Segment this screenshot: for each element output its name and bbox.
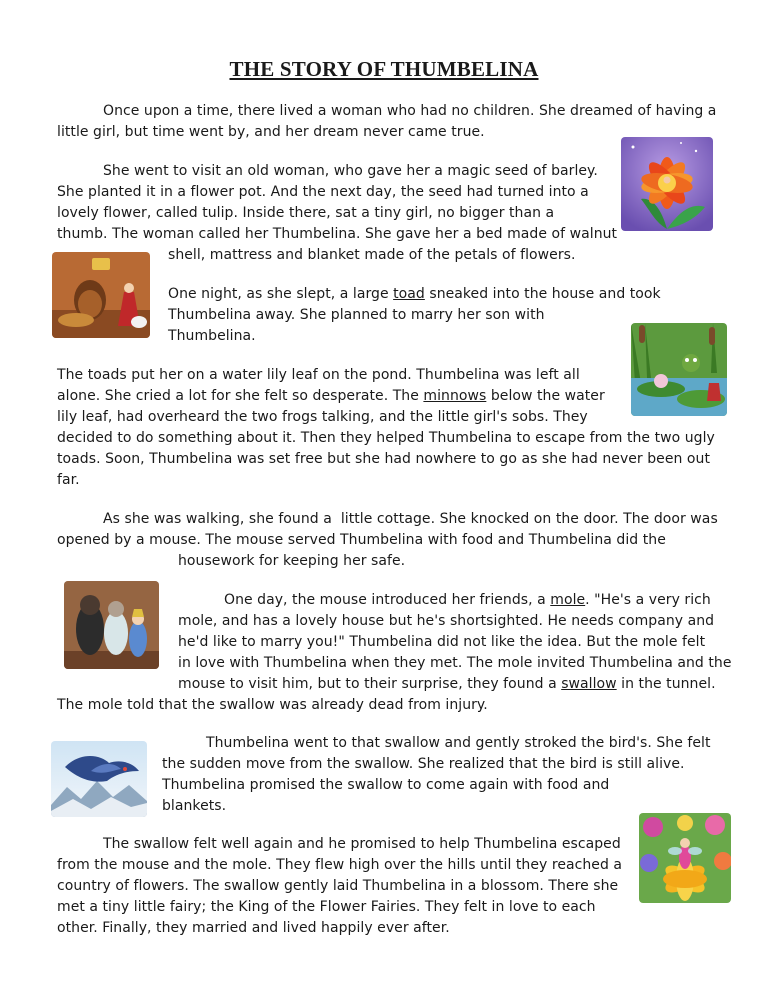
text-line: Thumbelina away. She planned to marry her son with — [168, 307, 545, 323]
text-line — [224, 590, 711, 610]
text-line: mole, and has a lovely house but he's shortsighted. He needs company and — [178, 613, 715, 629]
vocab-word-swallow: swallow — [561, 676, 617, 692]
mole-mouse-illustration — [64, 581, 159, 669]
text-line: lovely flower, called tulip. Inside there, sat a tiny girl, no bigger than a — [57, 205, 555, 221]
text-line: Thumbelina promised the swallow to come again with food and — [162, 777, 610, 793]
vocab-word-minnows: minnows — [423, 388, 487, 404]
text-line: little girl, but time went by, and her dream never came true. — [57, 124, 485, 140]
text-line: Once upon a time, there lived a woman who had no children. She dreamed of having a — [103, 103, 717, 119]
vocab-word-mole: mole — [550, 592, 586, 608]
text-line: he'd like to marry you!" Thumbelina did not like the idea. But the mole felt — [178, 634, 706, 650]
text-line: blankets. — [162, 798, 227, 814]
text-segment: below the water — [486, 388, 605, 404]
text-segment: One night, as she slept, a large — [168, 286, 394, 302]
text-segment: alone. She cried a lot for she felt so desperate. The — [57, 388, 424, 404]
text-line: Thumbelina went to that swallow and gently stroked the bird's. She felt — [206, 735, 711, 751]
text-line — [178, 674, 716, 694]
text-line: lily leaf, had overheard the two frogs talking, and the little girl's sobs. They — [57, 409, 588, 425]
text-segment: sneaked into the house and took — [424, 286, 661, 302]
text-line: The swallow felt well again and he promised to help Thumbelina escaped — [103, 836, 621, 852]
text-line: decided to do something about it. Then they helped Thumbelina to escape from the two ugly — [57, 430, 715, 446]
text-line: thumb. The woman called her Thumbelina. She gave her a bed made of walnut — [57, 226, 618, 242]
text-line: The toads put her on a water lily leaf on the pond. Thumbelina was left all — [57, 367, 580, 383]
text-line: the sudden move from the swallow. She realized that the bird is still alive. — [162, 756, 685, 772]
text-line — [168, 284, 661, 304]
text-line: The mole told that the swallow was already dead from injury. — [57, 697, 488, 713]
text-line: She planted it in a flower pot. And the next day, the seed had turned into a — [57, 184, 589, 200]
text-line: far. — [57, 472, 80, 488]
text-line: She went to visit an old woman, who gave her a magic seed of barley. — [103, 163, 598, 179]
text-line: housework for keeping her safe. — [178, 553, 406, 569]
swallow-flying-illustration — [51, 741, 147, 817]
text-line: from the mouse and the mole. They flew high over the hills until they reached a — [57, 857, 623, 873]
text-line: met a tiny little fairy; the King of the Flower Fairies. They felt in love to each — [57, 899, 596, 915]
text-line: country of flowers. The swallow gently laid Thumbelina in a blossom. There she — [57, 878, 619, 894]
text-segment: mouse to visit him, but to their surprise, they found a — [178, 676, 562, 692]
vocab-word-toad: toad — [393, 286, 425, 302]
text-line: As she was walking, she found a little cottage. She knocked on the door. The door was — [103, 511, 718, 527]
text-line: toads. Soon, Thumbelina was set free but she had nowhere to go as she had never been out — [57, 451, 711, 467]
text-line: other. Finally, they married and lived happily ever after. — [57, 920, 450, 936]
text-line — [57, 386, 605, 406]
lily-pond-illustration — [631, 323, 727, 416]
text-segment: . "He's a very rich — [585, 592, 711, 608]
cottage-interior-illustration — [52, 252, 150, 338]
text-line: shell, mattress and blanket made of the petals of flowers. — [168, 247, 576, 263]
flower-fairies-illustration — [639, 813, 731, 903]
story-title: THE STORY OF THUMBELINA — [229, 57, 539, 81]
text-line: Thumbelina. — [168, 328, 256, 344]
text-line: opened by a mouse. The mouse served Thumbelina with food and Thumbelina did the — [57, 532, 666, 548]
text-segment: One day, the mouse introduced her friends, a — [224, 592, 551, 608]
text-segment: in the tunnel. — [616, 676, 716, 692]
tulip-fairy-illustration — [621, 137, 713, 231]
text-line: in love with Thumbelina when they met. The mole invited Thumbelina and the — [178, 655, 732, 671]
